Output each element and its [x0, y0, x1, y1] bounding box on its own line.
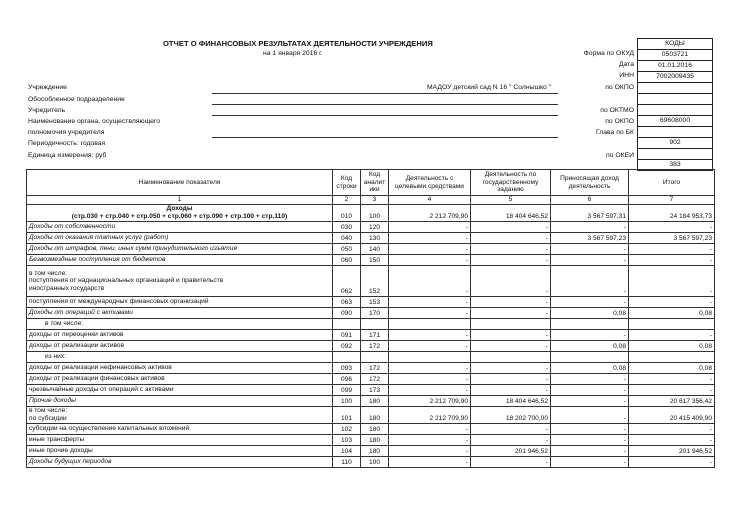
row-state-task-value: - [471, 255, 551, 266]
row-code: 090 [333, 308, 361, 319]
code-bk: 902 [638, 138, 713, 149]
row-code [333, 319, 361, 330]
row-code: 060 [333, 255, 361, 266]
code-okpo [638, 83, 713, 94]
row-targeted-value: - [389, 435, 471, 446]
row-targeted-value: - [389, 222, 471, 233]
row-name: Доходы от собственности [27, 222, 333, 233]
row-income-value: - [551, 374, 629, 385]
col-header-name: Наименование показателя [27, 170, 333, 196]
code-date: 01.01.2016 [638, 61, 713, 72]
row-total-value: 201 946,52 [629, 446, 715, 457]
row-name: Прочие доходы [27, 396, 333, 407]
founder-label: Учредитель [28, 107, 66, 114]
row-total-value: - [629, 457, 715, 468]
code-empty-1 [638, 94, 713, 105]
row-code: 101 [333, 407, 361, 424]
row-state-task-value: - [471, 457, 551, 468]
code-label-okei: по ОКЕИ [605, 152, 634, 159]
row-code: 100 [333, 396, 361, 407]
row-targeted-value: - [389, 297, 471, 308]
row-state-task-value: - [471, 244, 551, 255]
col-number: 6 [551, 196, 629, 205]
col-number: 4 [389, 196, 471, 205]
code-label-bk: Глава по БК [595, 129, 634, 136]
row-targeted-value [389, 319, 471, 330]
row-income-value [551, 319, 629, 330]
table-row [27, 266, 715, 297]
row-name: Доходы от операций с активами [27, 308, 333, 319]
row-total-value: - [629, 266, 715, 297]
row-state-task-value: - [471, 435, 551, 446]
row-total-value: - [629, 385, 715, 396]
row-code [333, 352, 361, 363]
col-header-code: Код строки [333, 170, 361, 196]
table-row [27, 233, 715, 244]
code-label-inn: ИНН [619, 72, 634, 79]
row-income-value: 3 567 597,23 [551, 233, 629, 244]
row-code: 110 [333, 457, 361, 468]
row-state-task-value: 18 404 646,52 [471, 396, 551, 407]
row-state-task-value: - [471, 233, 551, 244]
table-row [27, 319, 715, 330]
row-total-value: - [629, 374, 715, 385]
row-state-task-value: - [471, 330, 551, 341]
row-code: 062 [333, 266, 361, 297]
row-state-task-value: - [471, 374, 551, 385]
row-code: 063 [333, 297, 361, 308]
row-income-value [551, 352, 629, 363]
row-targeted-value [389, 352, 471, 363]
row-targeted-value: - [389, 424, 471, 435]
col-number: 3 [361, 196, 389, 205]
row-total-value: 3 567 597,23 [629, 233, 715, 244]
row-name: доходы от реализации активов [27, 341, 333, 352]
institution-label: Учреждение [28, 84, 67, 91]
row-state-task-value: - [471, 222, 551, 233]
row-code: 093 [333, 363, 361, 374]
table-row [27, 374, 715, 385]
row-targeted-value: - [389, 374, 471, 385]
results-table [26, 169, 715, 468]
code-label-okpo: по ОКПО [605, 84, 634, 91]
row-total-value: - [629, 297, 715, 308]
row-code: 099 [333, 385, 361, 396]
table-row [27, 297, 715, 308]
row-targeted-value: - [389, 446, 471, 457]
table-row [27, 255, 715, 266]
institution-underline [212, 93, 558, 94]
row-analytic-code [361, 319, 389, 330]
institution-value: МАДОУ детский сад N 16 " Солнышко " [427, 84, 552, 91]
row-analytic-code: 173 [361, 385, 389, 396]
row-targeted-value: - [389, 341, 471, 352]
row-analytic-code: 153 [361, 297, 389, 308]
row-analytic-code: 172 [361, 341, 389, 352]
table-row [27, 244, 715, 255]
row-analytic-code: 152 [361, 266, 389, 297]
row-analytic-code: 120 [361, 222, 389, 233]
row-total-value: - [629, 255, 715, 266]
founder-underline [212, 115, 558, 116]
row-analytic-code: 150 [361, 255, 389, 266]
row-name: доходы от реализации финансовых активов [27, 374, 333, 385]
row-total-value: - [629, 330, 715, 341]
row-state-task-value: - [471, 341, 551, 352]
col-number: 2 [333, 196, 361, 205]
row-income-value: 3 567 597,31 [551, 205, 629, 222]
row-analytic-code [361, 352, 389, 363]
division-underline [212, 104, 558, 105]
row-name: иные прочие доходы [27, 446, 333, 457]
row-targeted-value: 2 212 709,90 [389, 407, 471, 424]
row-targeted-value: - [389, 385, 471, 396]
codes-heading: КОДЫ [638, 39, 713, 50]
table-row [27, 446, 715, 457]
row-income-value: - [551, 407, 629, 424]
row-targeted-value: - [389, 363, 471, 374]
row-analytic-code: 170 [361, 308, 389, 319]
row-analytic-code: 172 [361, 363, 389, 374]
row-code: 010 [333, 205, 361, 222]
row-total-value: 0,08 [629, 363, 715, 374]
row-income-value: - [551, 330, 629, 341]
row-income-value: 0,08 [551, 308, 629, 319]
row-targeted-value: 2 212 709,90 [389, 396, 471, 407]
row-state-task-value [471, 319, 551, 330]
row-analytic-code: 180 [361, 407, 389, 424]
col-header-targeted: Деятельность с целевыми средствами [389, 170, 471, 196]
row-income-value: - [551, 222, 629, 233]
row-targeted-value: - [389, 330, 471, 341]
authority-underline [212, 137, 558, 138]
col-number: 7 [629, 196, 715, 205]
row-name: в том числе: [27, 319, 333, 330]
row-name: Доходы от оказания платных услуг (работ) [27, 233, 333, 244]
row-name: из них: [27, 352, 333, 363]
row-name: Безвозмездные поступления от бюджетов [27, 255, 333, 266]
row-analytic-code: 180 [361, 396, 389, 407]
row-name: в том числе: по субсидии [27, 407, 333, 424]
row-code: 030 [333, 222, 361, 233]
row-state-task-value: - [471, 363, 551, 374]
row-code: 102 [333, 424, 361, 435]
row-state-task-value: - [471, 297, 551, 308]
row-analytic-code: 172 [361, 374, 389, 385]
table-row [27, 330, 715, 341]
col-header-state-task: Деятельность по государственному заданию [471, 170, 551, 196]
code-empty-3 [638, 149, 713, 160]
row-state-task-value: 18 202 700,00 [471, 407, 551, 424]
table-row [27, 308, 715, 319]
row-name: Доходы (стр.030 + стр.040 + стр.050 + стр.060 + стр.090 + стр.100 + стр.110) [27, 205, 333, 222]
division-label: Обособленное подразделение [28, 96, 125, 103]
row-total-value: - [629, 222, 715, 233]
row-name: в том числе: поступления от наднациональных организаций и правительств иностранных государств [27, 266, 333, 297]
authority-label-1: Наименование органа, осуществляющего [28, 118, 160, 125]
authority-label-2: полномочия учредителя [28, 129, 105, 136]
table-row [27, 363, 715, 374]
code-label-okud: Форма по ОКУД [583, 50, 634, 57]
table-row [27, 457, 715, 468]
code-okei: 383 [638, 160, 713, 171]
row-name: Доходы от штрафов, пени, иных сумм принудительного изъятия [27, 244, 333, 255]
row-name: иные трансферты [27, 435, 333, 446]
row-code: 096 [333, 374, 361, 385]
code-label-date: Дата [618, 61, 634, 68]
row-targeted-value: - [389, 457, 471, 468]
row-name: субсидии на осуществление капитальных вложений [27, 424, 333, 435]
table-row [27, 435, 715, 446]
table-row [27, 407, 715, 424]
report-date: на 1 января 2016 г. [263, 50, 323, 57]
code-okpo-2 [638, 127, 713, 138]
row-analytic-code: 180 [361, 446, 389, 457]
row-state-task-value [471, 352, 551, 363]
table-row [27, 205, 715, 222]
code-inn: 7002009435 [638, 72, 713, 83]
row-code: 092 [333, 341, 361, 352]
row-state-task-value: 18 404 646,52 [471, 205, 551, 222]
report-title: ОТЧЕТ О ФИНАНСОВЫХ РЕЗУЛЬТАТАХ ДЕЯТЕЛЬНОСТИ УЧРЕЖДЕНИЯ [163, 39, 433, 48]
row-total-value: 20 415 409,90 [629, 407, 715, 424]
col-header-total: Итого [629, 170, 715, 196]
row-income-value: - [551, 457, 629, 468]
row-name: поступления от международных финансовых организаций [27, 297, 333, 308]
row-income-value: - [551, 385, 629, 396]
periodicity: Периодичность: годовая [28, 140, 106, 147]
row-analytic-code: 100 [361, 205, 389, 222]
col-number: 5 [471, 196, 551, 205]
row-income-value: 0,08 [551, 341, 629, 352]
table-row [27, 341, 715, 352]
row-total-value: 20 617 356,42 [629, 396, 715, 407]
row-state-task-value: - [471, 308, 551, 319]
row-income-value: - [551, 424, 629, 435]
row-code: 104 [333, 446, 361, 457]
row-code: 103 [333, 435, 361, 446]
table-row [27, 396, 715, 407]
row-state-task-value: 201 946,52 [471, 446, 551, 457]
row-income-value: - [551, 255, 629, 266]
row-analytic-code: 171 [361, 330, 389, 341]
row-income-value: - [551, 396, 629, 407]
row-code: 091 [333, 330, 361, 341]
col-header-analytic: Код аналит ики [361, 170, 389, 196]
row-name: доходы от переоценки активов [27, 330, 333, 341]
code-label-oktmo: по ОКТМО [600, 107, 634, 114]
row-state-task-value: - [471, 385, 551, 396]
code-label-okpo-2: по ОКПО [605, 118, 634, 125]
row-total-value: 0,08 [629, 341, 715, 352]
col-header-income: Приносящая доход деятельность [551, 170, 629, 196]
codes-box [637, 38, 713, 171]
row-targeted-value: - [389, 244, 471, 255]
table-body [27, 205, 715, 468]
row-state-task-value: - [471, 266, 551, 297]
table-row [27, 385, 715, 396]
unit: Единица измерения: руб [28, 152, 107, 159]
row-income-value: - [551, 435, 629, 446]
row-name: чрезвычайные доходы от операций с активами [27, 385, 333, 396]
row-targeted-value: - [389, 233, 471, 244]
row-total-value: - [629, 244, 715, 255]
code-empty-2 [638, 105, 713, 116]
row-total-value: 0,08 [629, 308, 715, 319]
row-name: доходы от реализации нефинансовых активов [27, 363, 333, 374]
row-analytic-code: 130 [361, 233, 389, 244]
row-analytic-code: 140 [361, 244, 389, 255]
row-income-value: - [551, 297, 629, 308]
code-oktmo: 69608000 [638, 116, 713, 127]
col-number: 1 [27, 196, 333, 205]
table-row [27, 424, 715, 435]
row-income-value: - [551, 446, 629, 457]
row-total-value: - [629, 435, 715, 446]
row-analytic-code: 100 [361, 457, 389, 468]
table-row [27, 222, 715, 233]
row-code: 040 [333, 233, 361, 244]
row-income-value: 0,08 [551, 363, 629, 374]
row-name: Доходы будущих периодов [27, 457, 333, 468]
row-total-value: 24 184 953,73 [629, 205, 715, 222]
row-state-task-value: - [471, 424, 551, 435]
row-income-value: - [551, 244, 629, 255]
row-income-value: - [551, 266, 629, 297]
row-targeted-value: - [389, 266, 471, 297]
row-total-value [629, 352, 715, 363]
row-analytic-code: 180 [361, 424, 389, 435]
row-targeted-value: 2 212 709,90 [389, 205, 471, 222]
row-targeted-value: - [389, 308, 471, 319]
table-row [27, 352, 715, 363]
row-analytic-code: 180 [361, 435, 389, 446]
row-total-value: - [629, 424, 715, 435]
row-code: 050 [333, 244, 361, 255]
code-okud: 0503721 [638, 50, 713, 61]
row-targeted-value: - [389, 255, 471, 266]
row-total-value [629, 319, 715, 330]
